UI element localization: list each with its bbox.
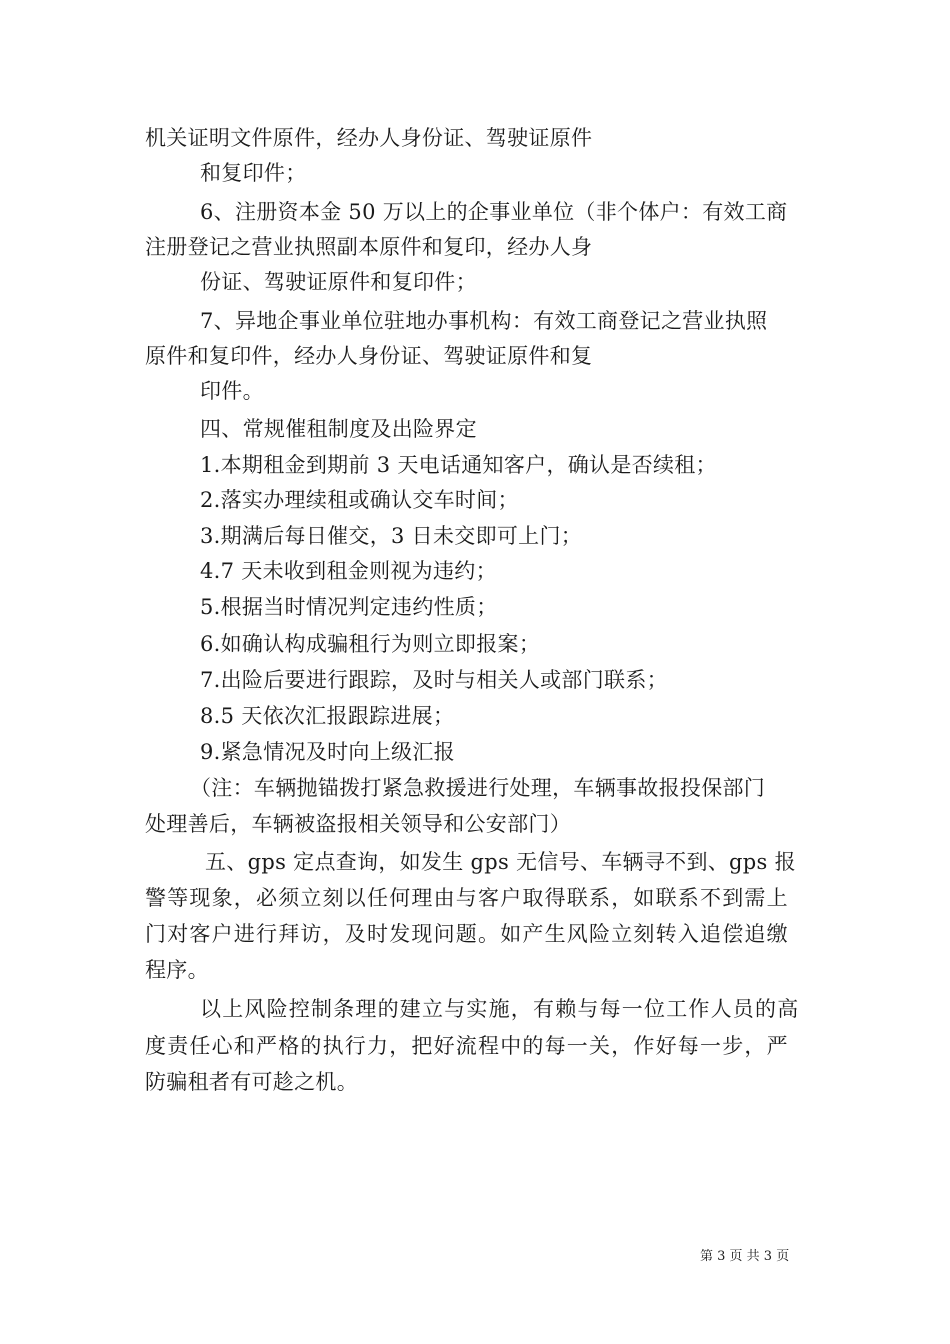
list-item: 8.5 天依次汇报跟踪进展； <box>200 704 455 728</box>
section-heading: 四、常规催租制度及出险界定 <box>200 417 477 441</box>
list-item: 2.落实办理续租或确认交车时间； <box>200 488 519 512</box>
text-line: 机关证明文件原件，经办人身份证、驾驶证原件 <box>145 126 593 150</box>
list-item: 9.紧急情况及时向上级汇报 <box>200 740 455 764</box>
closing-paragraph: 以上风险控制条理的建立与实施，有赖与每一位工作人员的高 <box>200 997 800 1021</box>
list-item: 3.期满后每日催交，3 日未交即可上门； <box>200 524 583 548</box>
text-line: 注册登记之营业执照副本原件和复印，经办人身 <box>145 235 593 259</box>
list-item: 4.7 天未收到租金则视为违约； <box>200 559 497 583</box>
page-number-footer: 第 3 页 共 3 页 <box>700 1249 790 1264</box>
text-line: 7、异地企事业单位驻地办事机构：有效工商登记之营业执照 <box>200 309 768 333</box>
text-line: 原件和复印件，经办人身份证、驾驶证原件和复 <box>145 344 593 368</box>
closing-paragraph: 防骗租者有可趁之机。 <box>145 1070 358 1094</box>
section-paragraph: 门对客户进行拜访，及时发现问题。如产生风险立刻转入追偿追缴 <box>145 922 789 946</box>
text-line: 印件。 <box>200 379 264 403</box>
text-line: 份证、驾驶证原件和复印件； <box>200 270 477 294</box>
closing-paragraph: 度责任心和严格的执行力，把好流程中的每一关，作好每一步，严 <box>145 1034 789 1058</box>
note-line: （注：车辆抛锚拨打紧急救援进行处理，车辆事故报投保部门 <box>190 776 766 800</box>
text-line: 和复印件； <box>200 161 307 185</box>
note-line: 处理善后，车辆被盗报相关领导和公安部门） <box>145 812 571 836</box>
section-paragraph: 警等现象，必须立刻以任何理由与客户取得联系，如联系不到需上 <box>145 886 789 910</box>
section-paragraph: 五、gps 定点查询，如发生 gps 无信号、车辆寻不到、gps 报 <box>205 850 796 874</box>
list-item: 1.本期租金到期前 3 天电话通知客户，确认是否续租； <box>200 453 717 477</box>
list-item: 7.出险后要进行跟踪，及时与相关人或部门联系； <box>200 668 668 692</box>
text-line: 6、注册资本金 50 万以上的企事业单位（非个体户：有效工商 <box>200 200 788 224</box>
section-paragraph: 程序。 <box>145 958 209 982</box>
list-item: 6.如确认构成骗租行为则立即报案； <box>200 632 541 656</box>
list-item: 5.根据当时情况判定违约性质； <box>200 595 498 619</box>
